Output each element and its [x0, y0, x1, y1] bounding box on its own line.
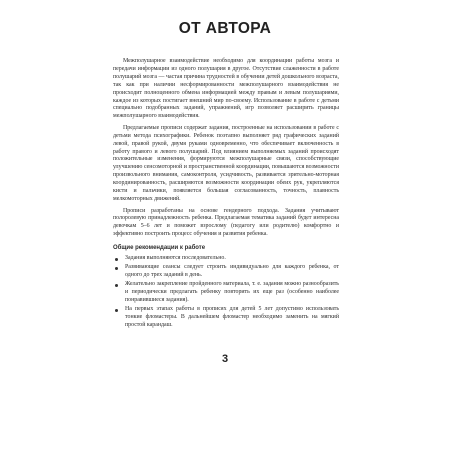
page-number: 3 [221, 353, 229, 365]
list-item: На первых этапах работы в прописях для детей 5 лет допустимо использовать тонкие фломастеры. В дальнейшем фломастер необходимо заменить на мягкий простой карандаш. [113, 306, 339, 330]
page-title: ОТ АВТОРА [178, 20, 272, 37]
paragraph-3: Прописи разработаны на основе гендерного подхода. Задания учитывают полоролевую принадлежность ребенка. Предлагаемая тематика заданий будет интересна девочкам 5–6 лет и поможет взрослому (педагогу или родителю) комфортно и эффективно построить процесс обучения и развития ребенка. [113, 207, 339, 238]
page-body [113, 58, 339, 331]
list-item: Задания выполняются последовательно. [113, 255, 339, 263]
recommendations-list [113, 255, 339, 330]
paragraph-2: Предлагаемые прописи содержат задания, построенные на использовании в работе с детьми метода психографики. Ребенок поэтапно выполняет ряд графических заданий левой, правой рукой, двумя руками одновременно, что обеспечивает включенность в работу правого и левого полушарий. Под влиянием выполняемых заданий происходят положительные изменения, формируются межполушарные связи, способствующие улучшению сенсомоторной и пространственной координации, повышаются возможности произвольного внимания, самоконтроля, усидчивость, развивается зрительно-моторная координированность, расширяются возможности координации обеих рук, укрепляются кисти и пальчики, появляется большая согласованность, точность, плавность мелкомоторных движений. [113, 124, 339, 202]
recommendations-heading: Общие рекомендации к работе [113, 245, 206, 252]
list-item: Желательно закрепление пройденного материала, т. е. задания можно разнообразить и периодически предлагать ребенку повторить их еще раз (особенно наиболее понравившиеся задания). [113, 281, 339, 305]
list-item: Развивающие сеансы следует строить индивидуально для каждого ребенка, от одного до трех заданий в день. [113, 264, 339, 280]
paragraph-1: Межполушарное взаимодействие необходимо для координации работы мозга и передачи информации из одного полушария в другое. Отсутствие слаженности в работе полушарий мозга — частая причина трудностей в обучении детей дошкольного возраста, так как при наличии несформированности межполушарного взаимодействия не происходит полноценного обмена информацией между правым и левым полушариями, каждое из которых постигает внешний мир по-своему. Использование в работе с детьми специально подобранных заданий, упражнений, игр позволяет расширить границы межполушарного взаимодействия. [113, 58, 339, 120]
